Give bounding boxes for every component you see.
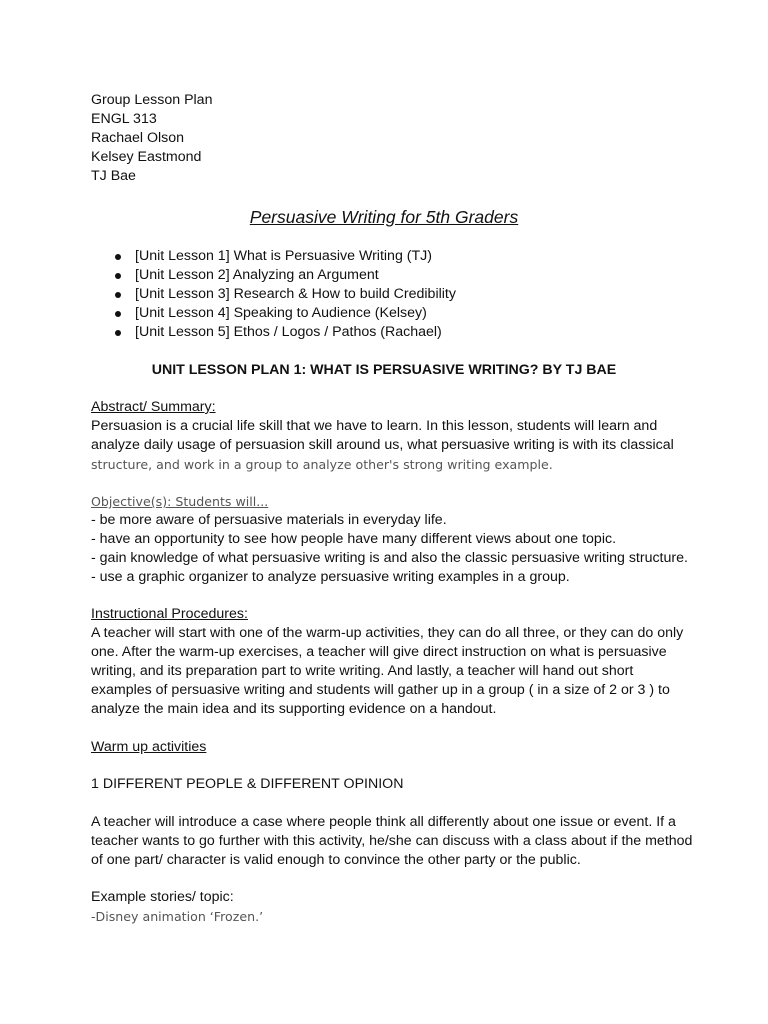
procedures-line: writing, and its preparation part to write writing. And lastly, a teacher will hand out short — [91, 663, 634, 679]
activity-line: of one part/ character is valid enough to convince the other party or the public. — [91, 852, 581, 868]
objective-item: - be more aware of persuasive materials in everyday life. — [91, 512, 447, 528]
abstract-heading: Abstract/ Summary: — [91, 399, 216, 415]
abstract-section — [91, 398, 691, 474]
examples-heading: Example stories/ topic: — [91, 889, 234, 905]
unit-list-item: [Unit Lesson 1] What is Persuasive Writing (TJ) — [115, 247, 456, 266]
document-title: Persuasive Writing for 5th Graders — [249, 207, 519, 227]
activity-line: teacher wants to go further with this activity, he/she can discuss with a class about if the method — [91, 833, 693, 849]
activity-description — [91, 813, 691, 870]
header-line: TJ Bae — [91, 168, 136, 184]
abstract-line: structure, and work in a group to analyze other's strong writing example. — [91, 457, 553, 472]
unit-list-item: [Unit Lesson 5] Ethos / Logos / Pathos (Rachael) — [115, 323, 456, 342]
unit-list-item: [Unit Lesson 2] Analyzing an Argument — [115, 266, 456, 285]
procedures-section — [91, 605, 691, 719]
unit-list — [115, 247, 456, 342]
example-item: -Disney animation ‘Frozen.’ — [91, 909, 264, 924]
warmup-section — [91, 738, 691, 757]
abstract-line: Persuasion is a crucial life skill that we have to learn. In this lesson, students will learn and — [91, 418, 658, 434]
objectives-section — [91, 492, 691, 587]
activity-title: 1 DIFFERENT PEOPLE & DIFFERENT OPINION — [91, 776, 404, 792]
procedures-line: analyze the main idea and its supporting evidence on a handout. — [91, 701, 497, 717]
objectives-heading: Objective(s): Students will... — [91, 494, 269, 509]
procedures-line: one. After the warm-up exercises, a teacher will give direct instruction on what is persuasive — [91, 644, 667, 660]
unit-list-item: [Unit Lesson 3] Research & How to build Credibility — [115, 285, 456, 304]
lesson-plan-heading: UNIT LESSON PLAN 1: WHAT IS PERSUASIVE WRITING? BY TJ BAE — [151, 362, 617, 378]
activity-section — [91, 775, 691, 794]
objective-item: - use a graphic organizer to analyze persuasive writing examples in a group. — [91, 569, 570, 585]
procedures-line: A teacher will start with one of the warm-up activities, they can do all three, or they can do only — [91, 625, 684, 641]
objective-item: - have an opportunity to see how people have many different views about one topic. — [91, 531, 617, 547]
abstract-line: analyze daily usage of persuasion skill around us, what persuasive writing is with its classical — [91, 437, 674, 453]
unit-list-item: [Unit Lesson 4] Speaking to Audience (Kelsey) — [115, 304, 456, 323]
procedures-line: examples of persuasive writing and students will gather up in a group ( in a size of 2 or 3 ) to — [91, 682, 670, 698]
activity-line: A teacher will introduce a case where people think all differently about one issue or event. If a — [91, 814, 676, 830]
header-line: Group Lesson Plan — [91, 92, 213, 108]
header-line: Rachael Olson — [91, 130, 185, 146]
objective-item: - gain knowledge of what persuasive writing is and also the classic persuasive writing structure. — [91, 550, 688, 566]
procedures-heading: Instructional Procedures: — [91, 606, 248, 622]
header-block — [91, 91, 691, 186]
warmup-heading: Warm up activities — [91, 739, 207, 755]
header-line: Kelsey Eastmond — [91, 149, 202, 165]
header-line: ENGL 313 — [91, 111, 157, 127]
examples-section — [91, 888, 691, 926]
